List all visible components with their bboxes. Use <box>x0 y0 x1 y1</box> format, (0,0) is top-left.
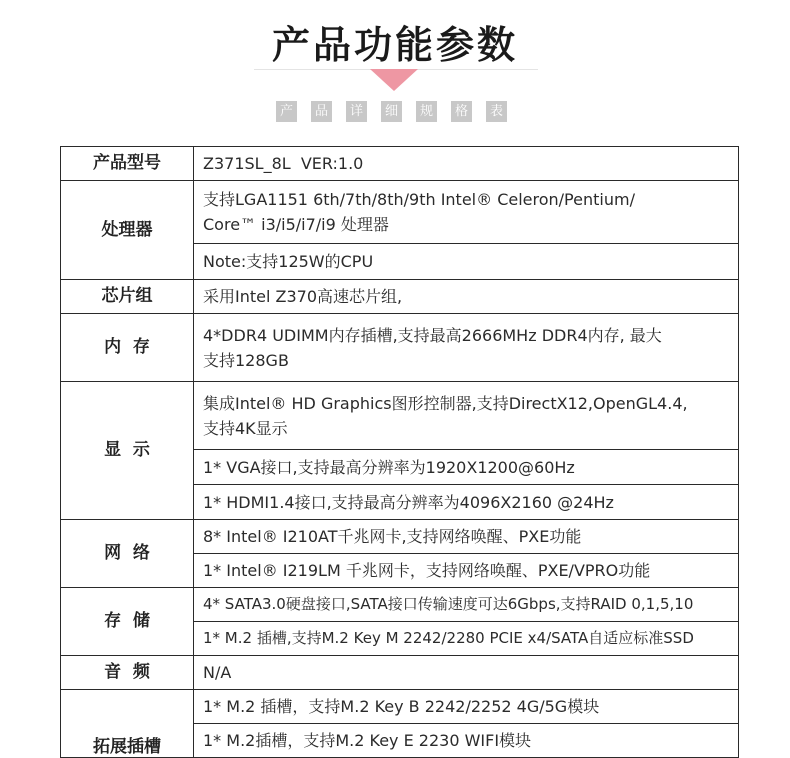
row-value-model: Z371SL_8L VER:1.0 <box>194 147 739 181</box>
row-value-display-hdmi: 1* HDMI1.4接口,支持最高分辨率为4096X2160 @24Hz <box>194 485 739 520</box>
row-value-cpu-note: Note:支持125W的CPU <box>194 244 739 280</box>
table-row <box>61 690 739 724</box>
row-value-audio: N/A <box>194 656 739 690</box>
row-value-display-gpu: 集成Intel® HD Graphics图形控制器,支持DirectX12,OpenGL4.4, 支持4K显示 <box>194 382 739 450</box>
subtitle <box>276 101 507 123</box>
row-label-audio: 音 频 <box>61 656 194 690</box>
subtitle-char: 产 <box>276 101 297 122</box>
row-value-memory: 4*DDR4 UDIMM内存插槽,支持最高2666MHz DDR4内存, 最大 支持128GB <box>194 314 739 382</box>
subtitle-char: 细 <box>381 101 402 122</box>
subtitle-char: 规 <box>416 101 437 122</box>
table-row <box>61 520 739 554</box>
row-value-network-i210: 8* Intel® I210AT千兆网卡,支持网络唤醒、PXE功能 <box>194 520 739 554</box>
table-row <box>61 656 739 690</box>
row-label-memory: 内 存 <box>61 314 194 382</box>
row-value-storage-sata: 4* SATA3.0硬盘接口,SATA接口传输速度可达6Gbps,支持RAID 0,1,5,10 <box>194 588 739 622</box>
table-row <box>61 147 739 181</box>
row-label-model: 产品型号 <box>61 147 194 181</box>
subtitle-char: 详 <box>346 101 367 122</box>
table-row <box>61 588 739 622</box>
row-label-cpu: 处理器 <box>61 181 194 280</box>
table-row <box>61 181 739 244</box>
row-label-expansion: 拓展插槽 <box>61 690 194 758</box>
spec-table <box>60 146 739 758</box>
table-row <box>61 280 739 314</box>
subtitle-char: 品 <box>311 101 332 122</box>
row-label-chipset: 芯片组 <box>61 280 194 314</box>
row-value-network-i219: 1* Intel® I219LM 千兆网卡，支持网络唤醒、PXE/VPRO功能 <box>194 554 739 588</box>
subtitle-char: 格 <box>451 101 472 122</box>
row-value-chipset: 采用Intel Z370高速芯片组, <box>194 280 739 314</box>
subtitle-char: 表 <box>486 101 507 122</box>
row-value-display-vga: 1* VGA接口,支持最高分辨率为1920X1200@60Hz <box>194 450 739 485</box>
row-label-display: 显 示 <box>61 382 194 520</box>
row-value-expansion-m2e: 1* M.2插槽，支持M.2 Key E 2230 WIFI模块 <box>194 724 739 758</box>
row-value-cpu-support: 支持LGA1151 6th/7th/8th/9th Intel® Celeron/Pentium/ Core™ i3/i5/i7/i9 处理器 <box>194 181 739 244</box>
table-row <box>61 314 739 382</box>
table-row <box>61 382 739 450</box>
row-value-expansion-m2b: 1* M.2 插槽，支持M.2 Key B 2242/2252 4G/5G模块 <box>194 690 739 724</box>
page-title: 产品功能参数 <box>271 23 518 67</box>
row-label-storage: 存 储 <box>61 588 194 656</box>
row-label-network: 网 络 <box>61 520 194 588</box>
row-value-storage-m2: 1* M.2 插槽,支持M.2 Key M 2242/2280 PCIE x4/SATA自适应标准SSD <box>194 622 739 656</box>
down-triangle-icon <box>370 69 418 91</box>
